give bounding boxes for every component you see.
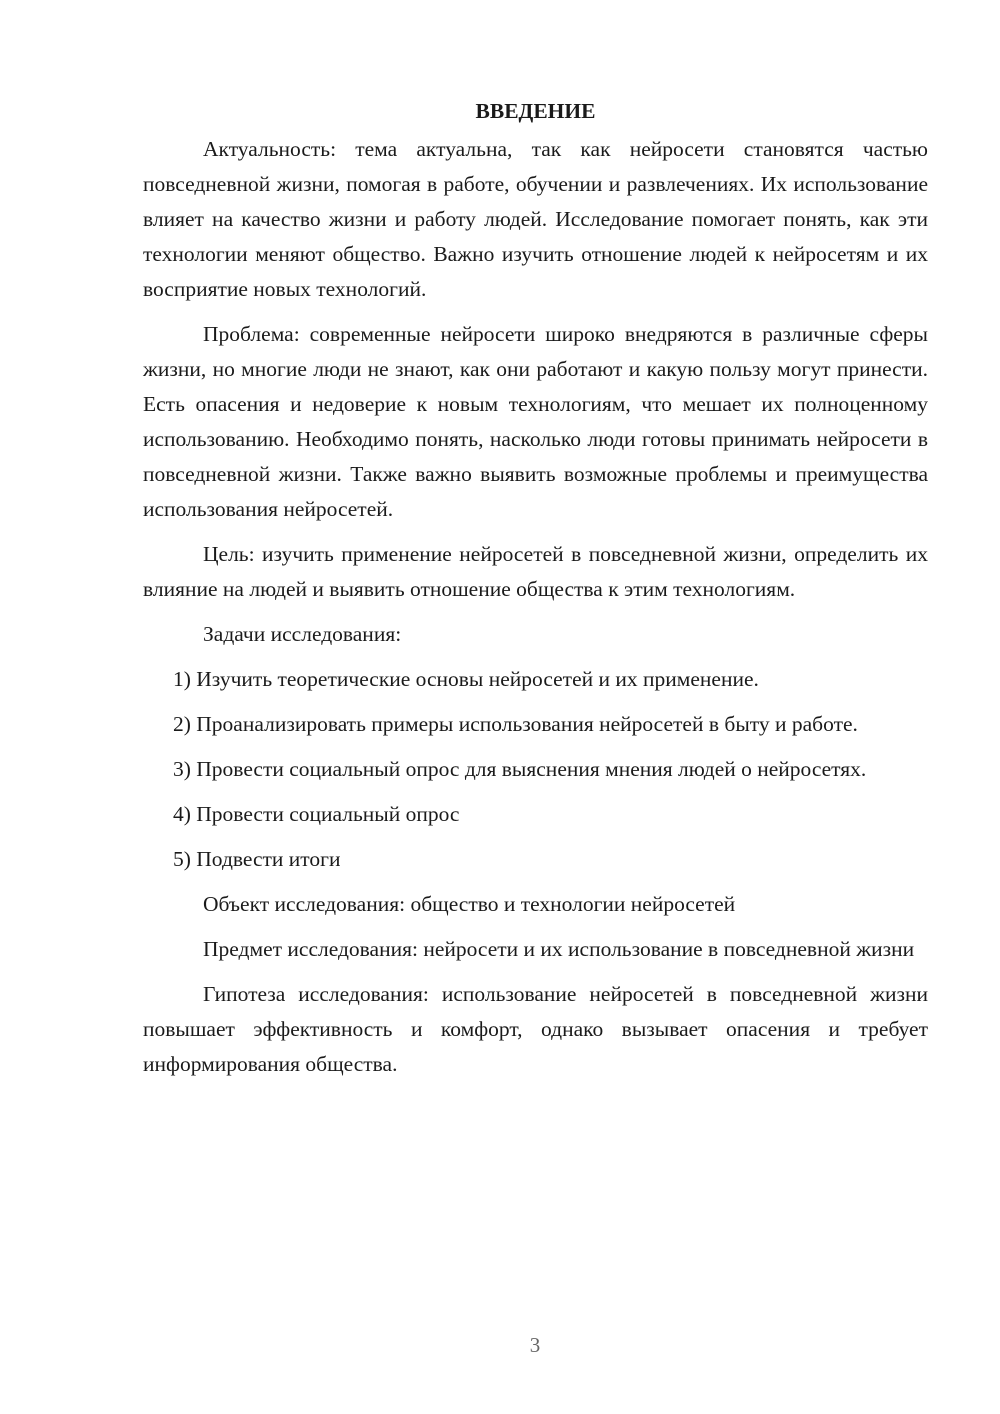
section-title: ВВЕДЕНИЕ: [475, 99, 596, 123]
task-item-5: 5) Подвести итоги: [173, 847, 341, 871]
tasks-heading: Задачи исследования:: [203, 622, 402, 646]
page-number: 3: [529, 1333, 541, 1357]
task-item-3: 3) Провести социальный опрос для выяснения мнения людей о нейросетях.: [173, 757, 867, 781]
task-item-1: 1) Изучить теоретические основы нейросетей и их применение.: [173, 667, 759, 691]
relevance-paragraph: Актуальность: тема актуальна, так как нейросети становятся частью повседневной жизни, помогая в работе, обучении и развлечениях. Их использование влияет на качество жизни и работу людей. Исследование помогает понять, как эти технологии меняют общество. Важно изучить отношение людей к нейросетям и их восприятие новых технологий.: [143, 137, 928, 301]
document-page: [143, 96, 928, 1092]
task-item-4: 4) Провести социальный опрос: [173, 802, 460, 826]
hypothesis-paragraph: Гипотеза исследования: использование нейросетей в повседневной жизни повышает эффективность и комфорт, однако вызывает опасения и требует информирования общества.: [143, 982, 928, 1076]
task-item-2: 2) Проанализировать примеры использования нейросетей в быту и работе.: [173, 712, 858, 736]
subject-paragraph: Предмет исследования: нейросети и их использование в повседневной жизни: [203, 937, 915, 961]
object-paragraph: Объект исследования: общество и технологии нейросетей: [203, 892, 736, 916]
problem-paragraph: Проблема: современные нейросети широко внедряются в различные сферы жизни, но многие люди не знают, как они работают и какую пользу могут принести. Есть опасения и недоверие к новым технологиям, что мешает их полноценному использованию. Необходимо понять, насколько люди готовы принимать нейросети в повседневной жизни. Также важно выявить возможные проблемы и преимущества использования нейросетей.: [143, 322, 928, 521]
goal-paragraph: Цель: изучить применение нейросетей в повседневной жизни, определить их влияние на людей и выявить отношение общества к этим технологиям.: [143, 542, 928, 601]
